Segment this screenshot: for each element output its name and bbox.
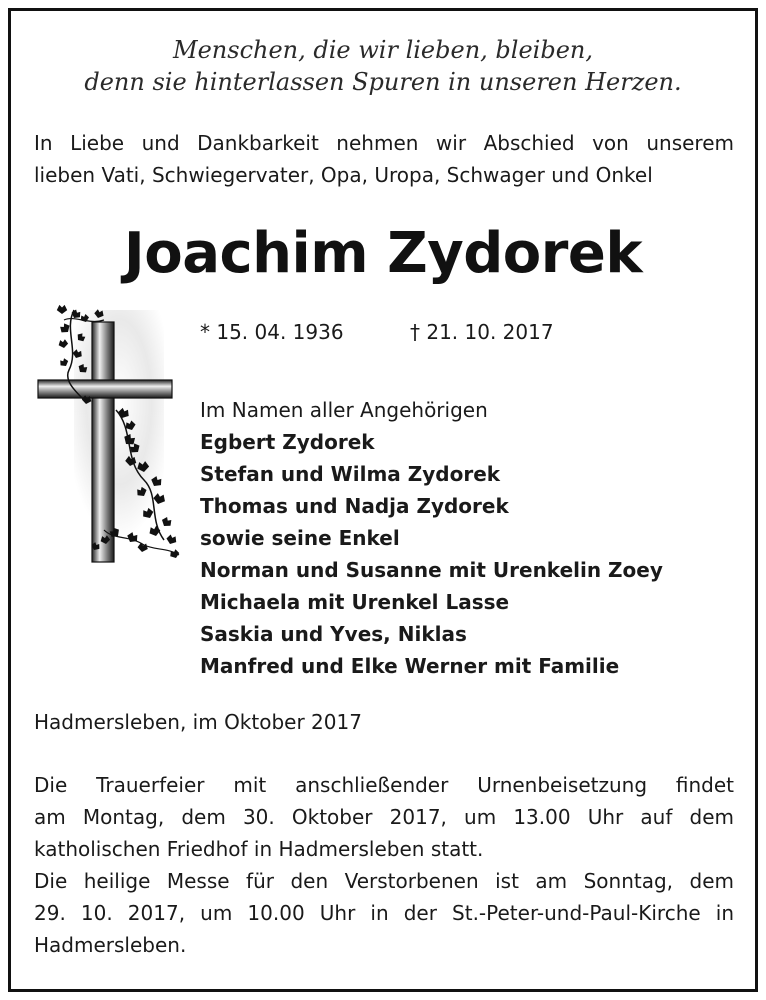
mass-line-2: 29. 10. 2017, um 10.00 Uhr in der St.-Peter-und-Paul-Kirche in (34, 901, 734, 925)
intro-line-1: In Liebe und Dankbarkeit nehmen wir Abschied von unserem (34, 131, 734, 155)
funeral-line-1: Die Trauerfeier mit anschließender Urnenbeisetzung findet (34, 773, 734, 797)
mourner-name: Norman und Susanne mit Urenkelin Zoey (200, 558, 663, 582)
mourner-name: Egbert Zydorek (200, 430, 375, 454)
cross-with-ivy-icon (34, 300, 184, 570)
funeral-line-3: katholischen Friedhof in Hadmersleben statt. (34, 837, 484, 861)
mourners-intro: Im Namen aller Angehörigen (200, 398, 488, 422)
mourner-name: sowie seine Enkel (200, 526, 400, 550)
motto-line-2: denn sie hinterlassen Spuren in unseren Herzen. (84, 68, 682, 96)
mourner-name: Michaela mit Urenkel Lasse (200, 590, 510, 614)
death-date: † 21. 10. 2017 (410, 320, 554, 344)
mourner-name: Thomas und Nadja Zydorek (200, 494, 509, 518)
intro-line-2: lieben Vati, Schwiegervater, Opa, Uropa, Schwager und Onkel (34, 163, 653, 187)
mass-line-3: Hadmersleben. (34, 933, 187, 957)
motto-line-1: Menschen, die wir lieben, bleiben, (173, 36, 593, 64)
mourner-name: Saskia und Yves, Niklas (200, 622, 467, 646)
funeral-line-2: am Montag, dem 30. Oktober 2017, um 13.00 Uhr auf dem (34, 805, 734, 829)
mourner-name: Stefan und Wilma Zydorek (200, 462, 501, 486)
place-date: Hadmersleben, im Oktober 2017 (34, 710, 362, 734)
mourner-name: Manfred und Elke Werner mit Familie (200, 654, 620, 678)
mass-line-1: Die heilige Messe für den Verstorbenen ist am Sonntag, dem (34, 869, 734, 893)
birth-date: * 15. 04. 1936 (200, 320, 344, 344)
deceased-name: Joachim Zydorek (123, 221, 643, 286)
